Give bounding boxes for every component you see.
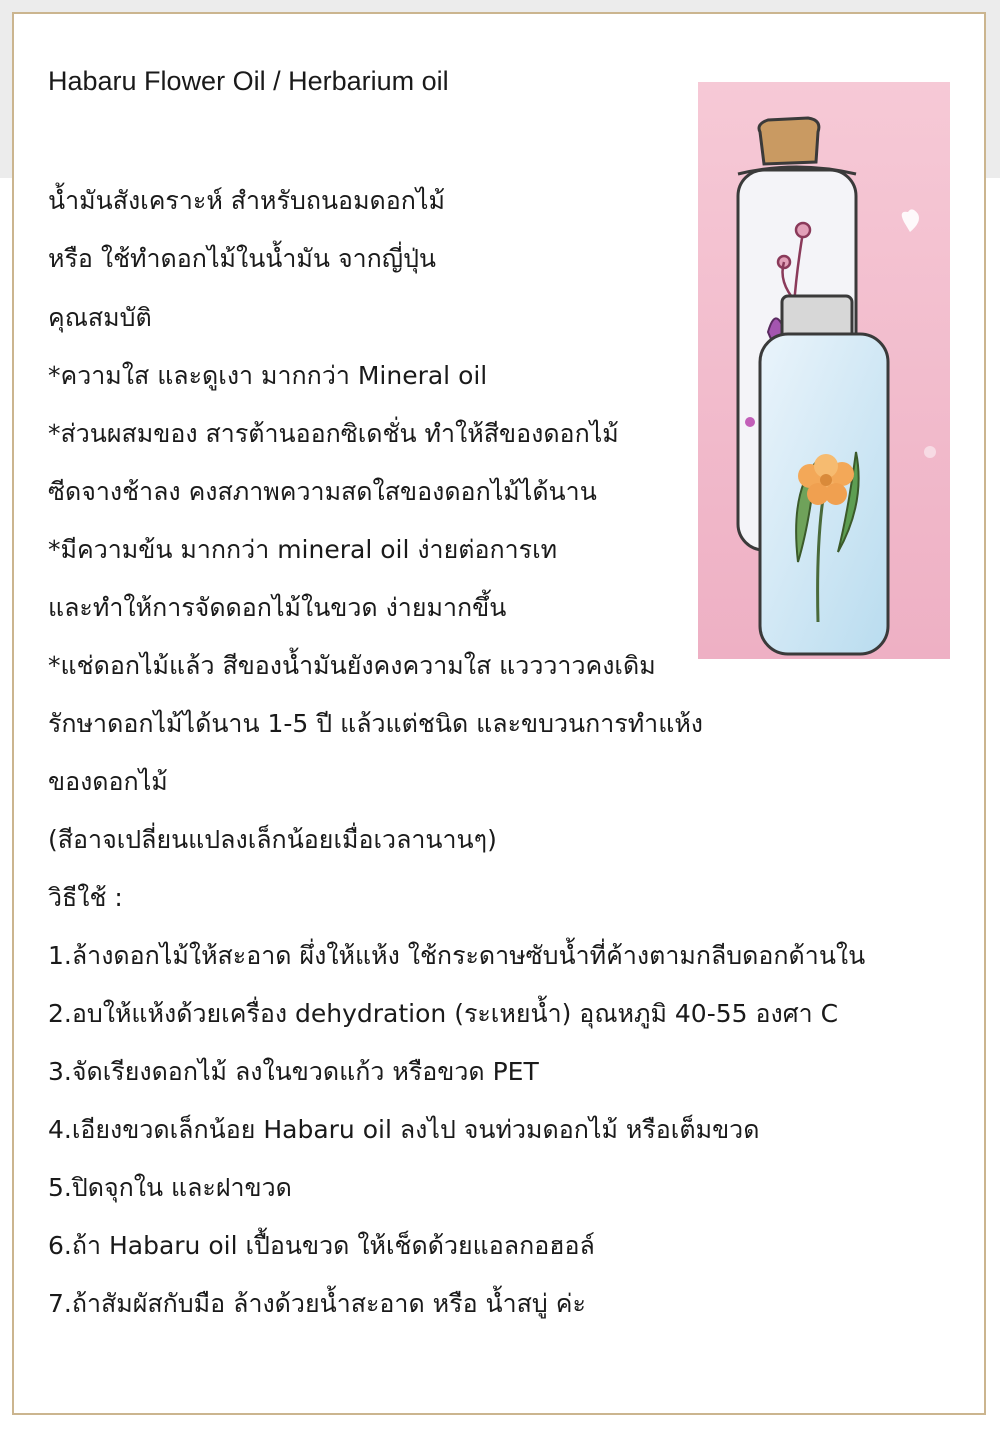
sparkle-dot — [745, 417, 755, 427]
properties-heading: คุณสมบัติ — [48, 303, 152, 332]
property-line: ซีดจางช้าลง คงสภาพความสดใสของดอกไม้ได้นาน — [48, 477, 597, 506]
usage-step: 5.ปิดจุกใน และฝาขวด — [48, 1173, 292, 1202]
property-line: รักษาดอกไม้ได้นาน 1-5 ปี แล้วแต่ชนิด และขบวนการทำแห้ง — [48, 709, 704, 738]
usage-step: 2.อบให้แห้งด้วยเครื่อง dehydration (ระเหยน้ำ) อุณหภูมิ 40-55 องศา C — [48, 999, 839, 1028]
property-line: และทำให้การจัดดอกไม้ในขวด ง่ายมากขึ้น — [48, 593, 507, 622]
usage-step: 6.ถ้า Habaru oil เปื้อนขวด ให้เช็ดด้วยแอลกอฮอล์ — [48, 1231, 595, 1260]
usage-step: 7.ถ้าสัมผัสกับมือ ล้างด้วยน้ำสะอาด หรือ น้ำสบู่ ค่ะ — [48, 1289, 586, 1318]
usage-heading: วิธีใช้ : — [48, 883, 123, 912]
intro-line: หรือ ใช้ทำดอกไม้ในน้ำมัน จากญี่ปุ่น — [48, 244, 437, 273]
usage-step: 3.จัดเรียงดอกไม้ ลงในขวดแก้ว หรือขวด PET — [48, 1057, 539, 1086]
usage-step: 4.เอียงขวดเล็กน้อย Habaru oil ลงไป จนท่วมดอกไม้ หรือเต็มขวด — [48, 1115, 760, 1144]
usage-step: 1.ล้างดอกไม้ให้สะอาด ผึ่งให้แห้ง ใช้กระดาษซับน้ำที่ค้างตามกลีบดอกด้านใน — [48, 941, 866, 970]
sparkle-dot — [924, 446, 936, 458]
property-line: *ความใส และดูเงา มากกว่า Mineral oil — [48, 361, 488, 390]
property-line: *แช่ดอกไม้แล้ว สีของน้ำมันยังคงความใส แวววาวคงเดิม — [48, 651, 656, 680]
property-line: *มีความข้น มากกว่า mineral oil ง่ายต่อการเท — [48, 535, 558, 564]
property-line: (สีอาจเปลี่ยนแปลงเล็กน้อยเมื่อเวลานานๆ) — [48, 825, 497, 854]
property-line: *ส่วนผสมของ สารต้านออกซิเดชั่น ทำให้สีของดอกไม้ — [48, 419, 619, 448]
intro-line: น้ำมันสังเคราะห์ สำหรับถนอมดอกไม้ — [48, 186, 445, 215]
product-title: Habaru Flower Oil / Herbarium oil — [48, 66, 449, 96]
property-line: ของดอกไม้ — [48, 767, 168, 796]
bottle-illustration — [698, 82, 950, 659]
